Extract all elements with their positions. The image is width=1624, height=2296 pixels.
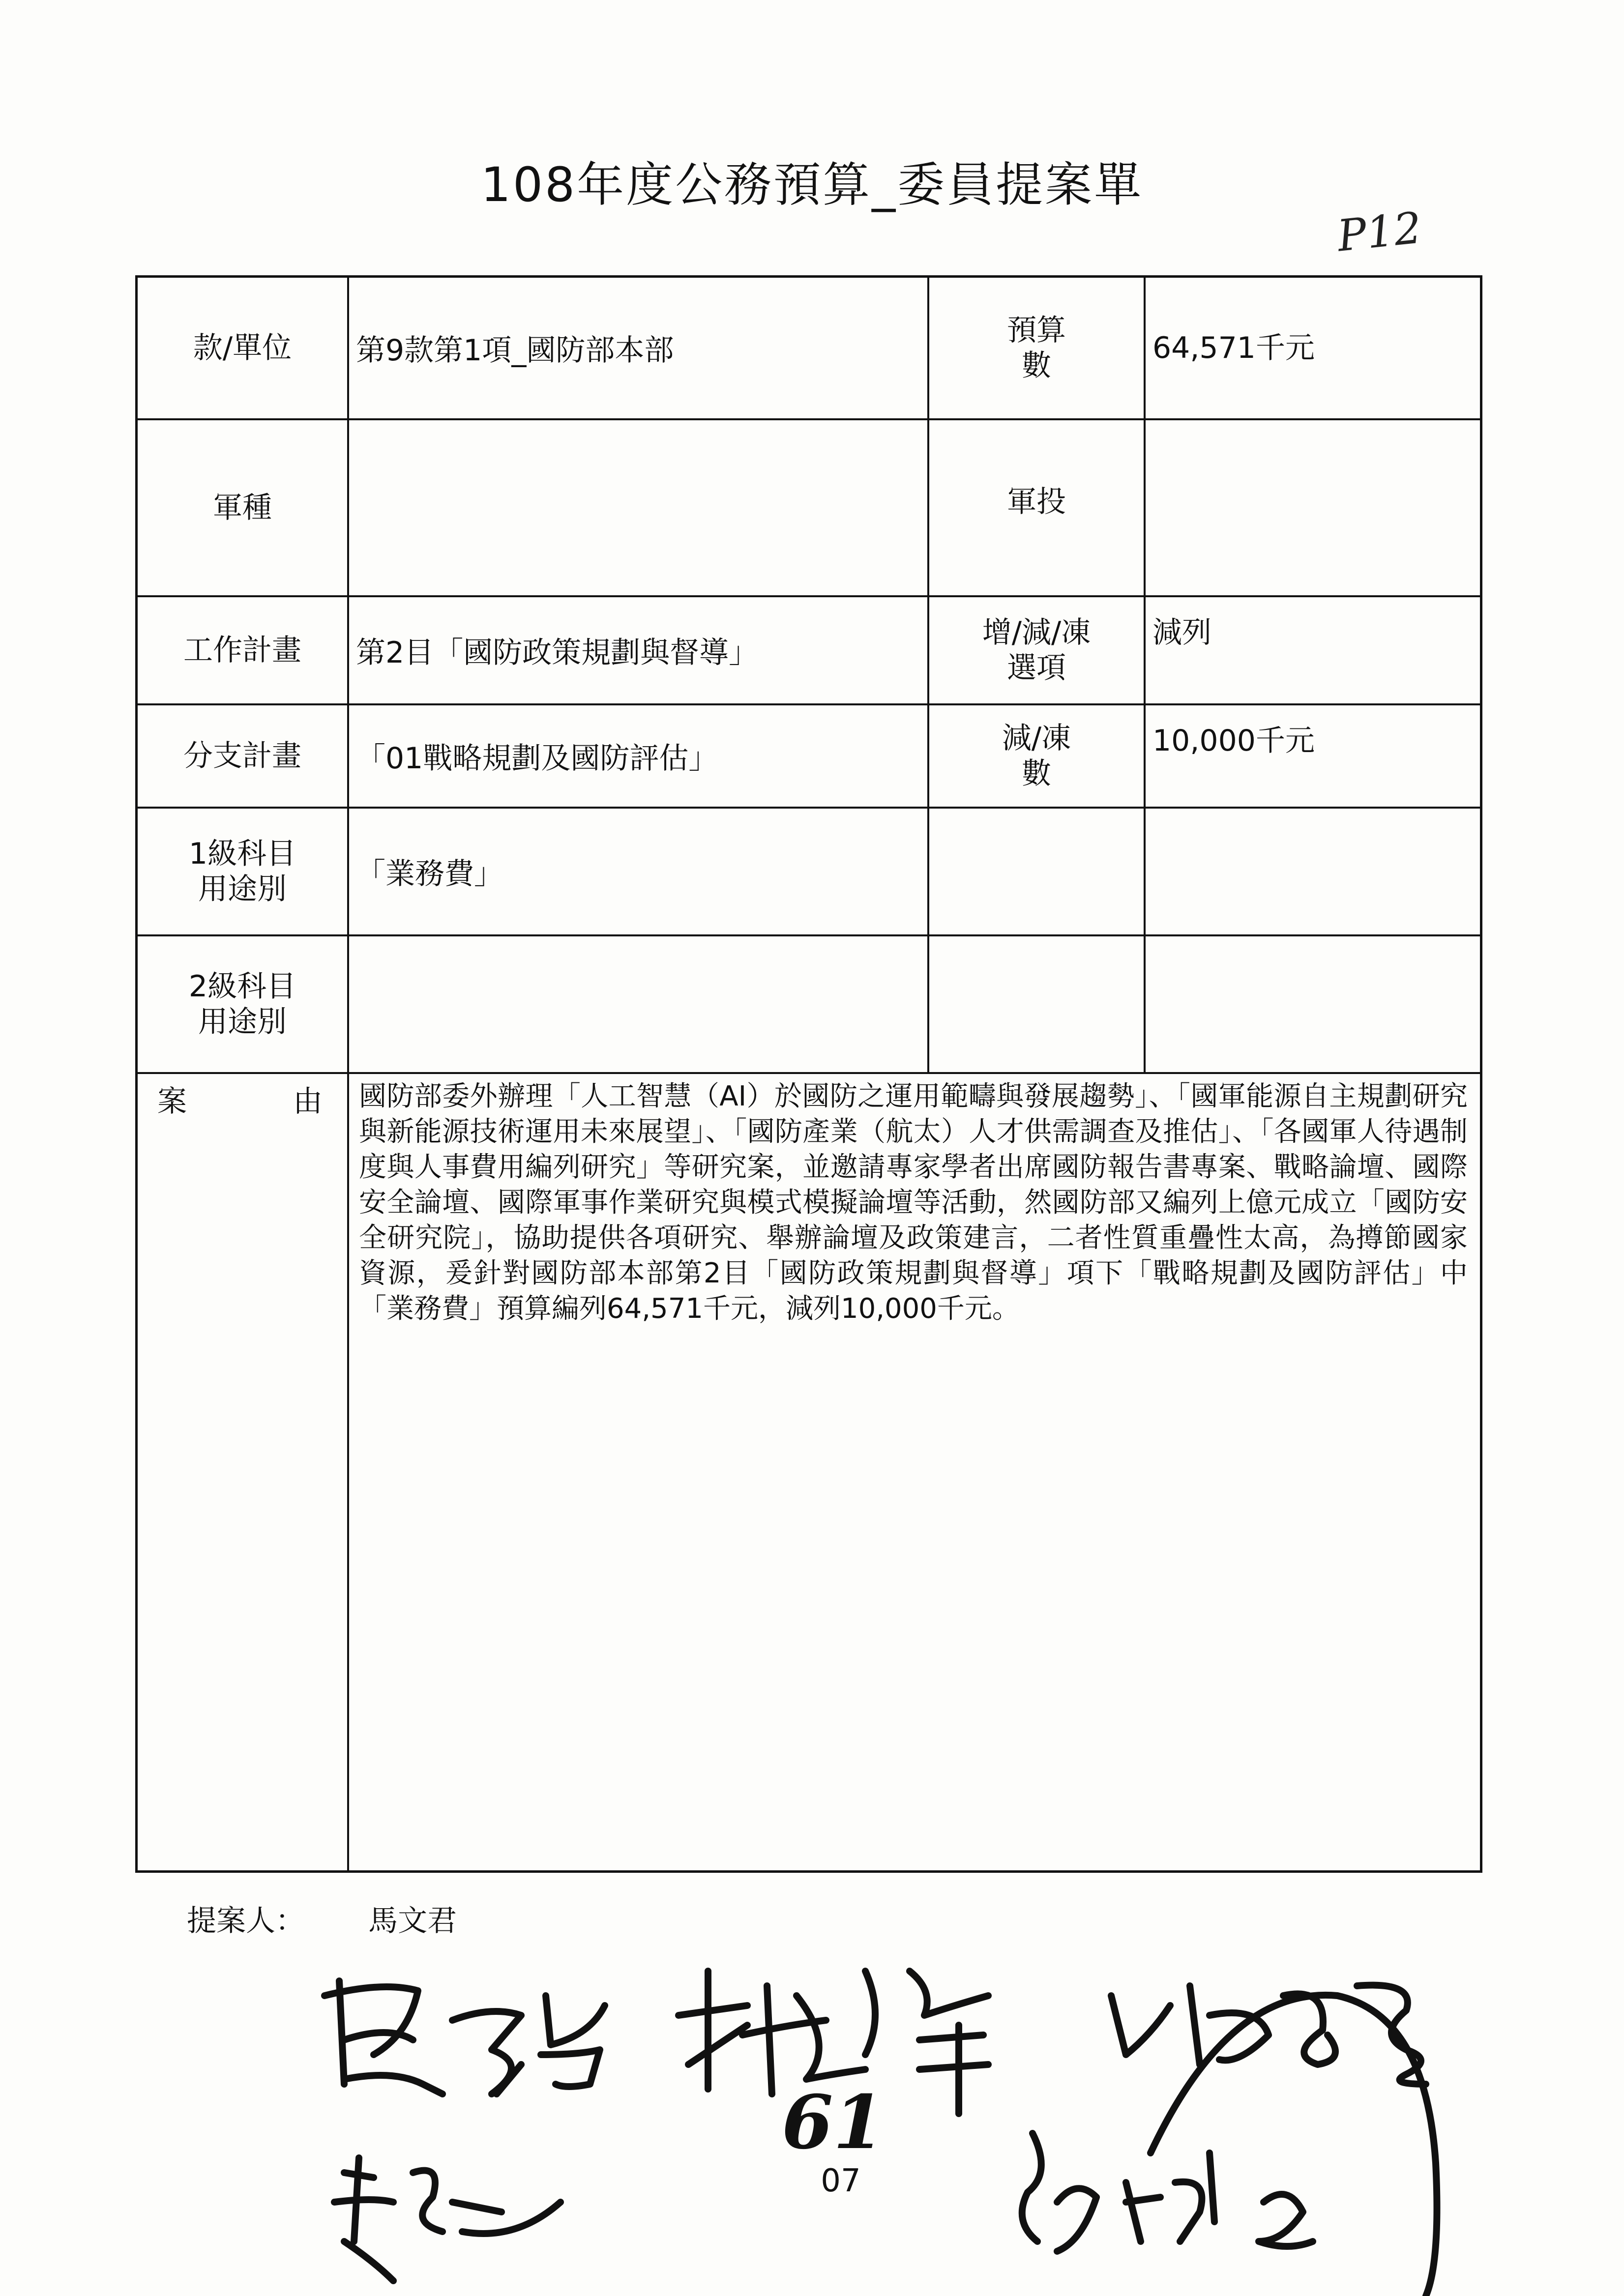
- reason-text: 國防部委外辦理「人工智慧（AI）於國防之運用範疇與發展趨勢」、「國軍能源自主規劃研究與新能源技術運用未來展望」、「國防產業（航太）人才供需調查及推估」、「各國軍人待遇制度與人事費用編列研究」等研究案，並邀請專家學者出席國防報告書專案、戰略論壇、國際安全論壇、國際軍事作業研究與模式模擬論壇等活動，然國防部又編列上億元成立「國防安全研究院」，協助提供各項研究、舉辦論壇及政策建言，二者性質重疊性太高，為撙節國家資源，爰針對國防部本部第2目「國防政策規劃與督導」項下「戰略規劃及國防評估」中「業務費」預算編列64,571千元，減列10,000千元。: [359, 1080, 1468, 1325]
- reason-label-char-2: 由: [293, 1084, 323, 1119]
- reduction-amount-value: 10,000千元: [1146, 705, 1482, 809]
- budget-amount-value: 64,571千元: [1146, 278, 1482, 420]
- unit-label: 款/單位: [138, 278, 349, 420]
- proposer-name: 馬文君: [368, 1904, 457, 1938]
- adjustment-option-value: 減列: [1146, 597, 1482, 705]
- level1-subject-label: 1級科目 用途別: [138, 809, 349, 936]
- level2-subject-label: 2級科目 用途別: [138, 936, 349, 1074]
- branch-label: 軍種: [138, 420, 349, 597]
- page-reference-handwritten: P12: [1335, 202, 1424, 262]
- reduction-amount-label: 減/凍 數: [929, 705, 1146, 809]
- adjustment-option-label: 增/減/凍 選項: [929, 597, 1146, 705]
- signature-1: [325, 1981, 605, 2094]
- document-title: 108年度公務預算_委員提案單: [480, 157, 1144, 212]
- sub-plan-value: 「01戰略規劃及國防評估」: [349, 705, 929, 809]
- unit-value: 第9款第1項_國防部本部: [349, 278, 929, 420]
- reason-label-char-1: 案: [157, 1084, 187, 1119]
- budget-amount-label: 預算 數: [929, 278, 1146, 420]
- level1-subject-value: 「業務費」: [349, 809, 929, 936]
- work-plan-value: 第2目「國防政策規劃與督導」: [349, 597, 929, 705]
- proposer-label: 提案人：: [187, 1904, 305, 1938]
- signature-4: [334, 2158, 561, 2281]
- work-plan-label: 工作計畫: [138, 597, 349, 705]
- signature-5: [1022, 2133, 1313, 2251]
- handwritten-number-61: 61: [782, 2079, 885, 2166]
- military-investment-label: 軍投: [929, 420, 1146, 597]
- signature-3: [1111, 1985, 1426, 2084]
- page-number: 07: [821, 2163, 861, 2199]
- sub-plan-label: 分支計畫: [138, 705, 349, 809]
